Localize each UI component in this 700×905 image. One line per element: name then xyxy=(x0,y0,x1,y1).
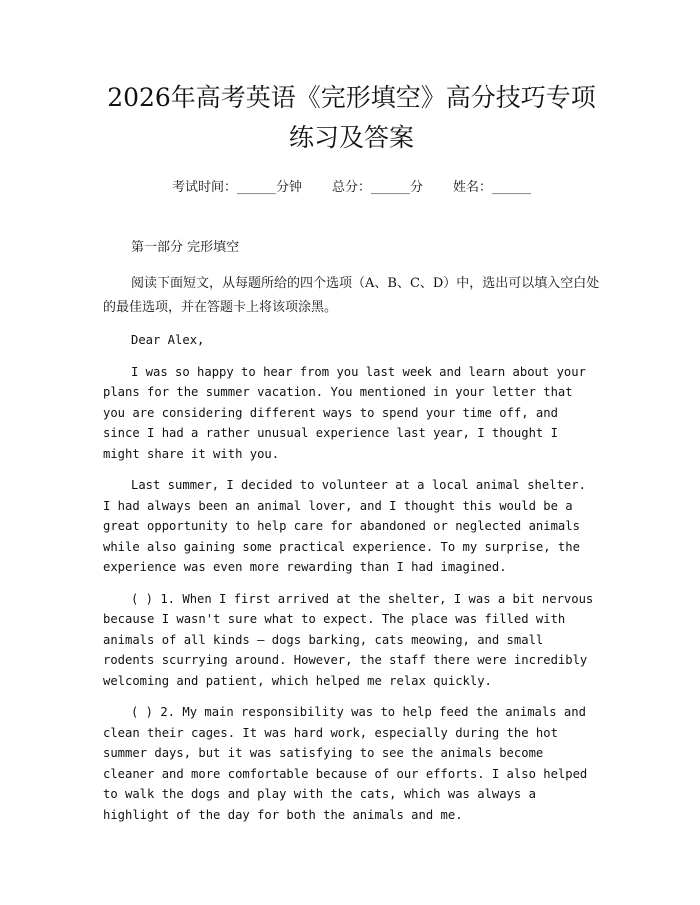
exam-meta xyxy=(103,178,600,198)
exam-score: 总分：______分 xyxy=(331,180,423,195)
document-title xyxy=(103,78,600,158)
exam-name: 姓名：______ xyxy=(453,180,532,195)
paragraph-2: Last summer, I decided to volunteer at a local animal shelter. I had always been an animal lover, and I thought this would be a great opportunity to help care for abandoned or neglected animals while also gaining some practical experience. To my surprise, the experience was even more rewarding than I had imagined. xyxy=(103,478,586,574)
question-2-paragraph: ( ) 2. My main responsibility was to help feed the animals and clean their cages. It was hard work, especially during the hot summer days, but it was satisfying to see the animals become cleaner and more comfortable because of our efforts. I also helped to walk the dogs and play with the cats, which was always a highlight of the day for both the animals and me. xyxy=(103,705,588,822)
section-heading: 第一部分 完形填空 xyxy=(131,240,240,255)
question-1-paragraph: ( ) 1. When I first arrived at the shelter, I was a bit nervous because I wasn't sure what to expect. The place was filled with animals of all kinds – dogs barking, cats meowing, and small rodents scurrying around. However, the staff there were incredibly welcoming and patient, which helped me relax quickly. xyxy=(103,591,594,688)
exam-time: 考试时间：______分钟 xyxy=(171,180,302,195)
instructions: 阅读下面短文，从每题所给的四个选项（A、B、C、D）中，选出可以填入空白处的最佳选项，并在答题卡上将该项涂黑。 xyxy=(103,276,600,315)
title-line-1: 2026年高考英语《完形填空》高分技巧专项 xyxy=(107,83,596,112)
paragraph-1: I was so happy to hear from you last week and learn about your plans for the summer vacation. You mentioned in your letter that you are considering different ways to spend your time off, and since I had a rather unusual experience last year, I thought I might share it with you. xyxy=(103,364,586,461)
salutation: Dear Alex, xyxy=(131,333,205,347)
title-line-2: 练习及答案 xyxy=(288,123,414,152)
